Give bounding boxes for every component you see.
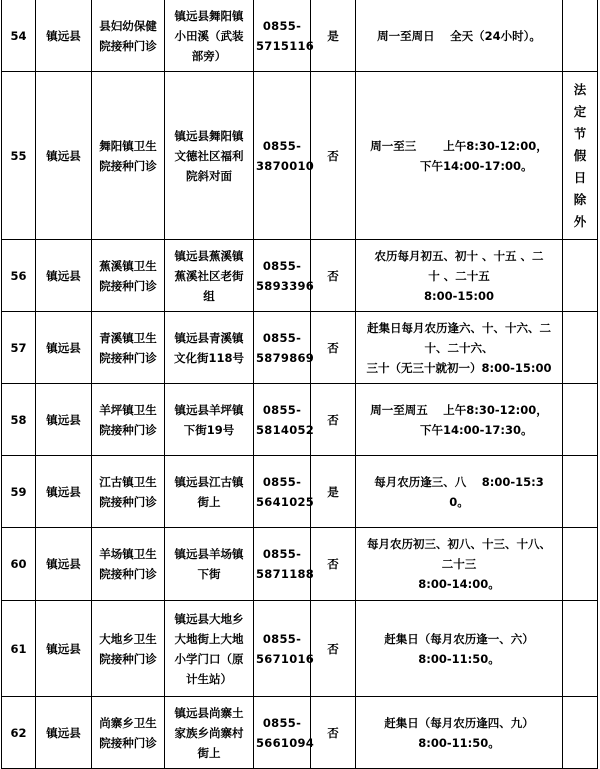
clinic-name: 大地乡卫生院接种门诊 — [99, 631, 157, 666]
clinic-name-cell — [92, 528, 165, 601]
schedule-line: 8:00-14:00。 — [418, 577, 500, 591]
table-row — [1, 528, 598, 601]
schedule-cell — [356, 528, 563, 601]
row-number: 58 — [1, 384, 36, 456]
clinic-name: 羊场镇卫生院接种门诊 — [99, 547, 157, 581]
schedule-line: 赶集日每月农历逢六、十、十六、二 — [367, 320, 551, 335]
schedule-line: 周一至周日 全天（24小时）。 — [377, 28, 541, 43]
address: 镇远县尚寨土家族乡尚寨村街上 — [174, 705, 244, 760]
address-cell — [165, 697, 254, 769]
schedule-cell — [356, 384, 563, 456]
phone-cell — [254, 456, 315, 528]
schedule-line: 赶集日（每月农历逢一、六） — [384, 631, 534, 646]
county: 镇远县 — [36, 528, 92, 601]
schedule-line: 周一至三 上午8:30-12:00， — [370, 138, 548, 153]
schedule-line: 下午14:00-17:30。 — [385, 422, 533, 437]
address: 镇远县大地乡大地街上大地小学门口（原计生站） — [174, 611, 244, 686]
schedule-line: 十 、二十五 — [428, 268, 490, 283]
table-row — [1, 240, 598, 312]
clinic-name-cell — [92, 0, 165, 72]
phone-cell — [254, 72, 315, 240]
schedule-line: 农历每月初五、初十 、十五 、二 — [374, 248, 544, 263]
schedule-line: 赶集日（每月农历逢四、九） — [384, 715, 534, 730]
open-status: 否 — [311, 72, 356, 240]
schedule-cell — [356, 312, 563, 384]
note-cell — [563, 0, 598, 72]
note-cell — [563, 312, 598, 384]
note-cell — [563, 384, 598, 456]
note-cell — [563, 72, 598, 240]
open-status: 否 — [311, 384, 356, 456]
schedule-cell — [356, 72, 563, 240]
address-cell — [165, 72, 254, 240]
note-cell — [563, 240, 598, 312]
address: 镇远县羊场镇下街 — [174, 547, 244, 581]
address-cell — [165, 0, 254, 72]
table-row — [1, 601, 598, 697]
schedule-line: 8:00-11:50。 — [418, 651, 500, 666]
row-number: 55 — [1, 72, 36, 240]
row-number: 56 — [1, 240, 36, 312]
schedule-cell — [356, 456, 563, 528]
phone: 0855-5641025 — [256, 474, 315, 509]
note-cell — [563, 456, 598, 528]
schedule-line: 三十（无三十就初一）8:00-15:00 — [366, 360, 552, 375]
address: 镇远县舞阳镇小田溪（武装部旁） — [174, 8, 244, 63]
clinic-name: 羊坪镇卫生院接种门诊 — [99, 402, 157, 437]
schedule-cell — [356, 697, 563, 769]
schedule-line: 8:00-11:50。 — [418, 735, 500, 750]
open-status: 否 — [311, 601, 356, 697]
table-row — [1, 384, 598, 456]
clinic-name: 青溪镇卫生院接种门诊 — [99, 330, 157, 365]
table-row — [1, 697, 598, 769]
address-cell — [165, 528, 254, 601]
county: 镇远县 — [36, 240, 92, 312]
clinic-name-cell — [92, 697, 165, 769]
address: 镇远县江古镇街上 — [174, 474, 244, 509]
address-cell — [165, 312, 254, 384]
address-cell — [165, 456, 254, 528]
schedule-line: 下午14:00-17:00。 — [385, 158, 533, 173]
clinic-name: 尚寨乡卫生院接种门诊 — [99, 715, 157, 750]
phone: 0855-5814052 — [256, 402, 315, 437]
schedule-cell — [356, 0, 563, 72]
phone-cell — [254, 240, 315, 312]
clinic-name-cell — [92, 456, 165, 528]
address: 镇远县青溪镇文化街118号 — [173, 330, 244, 365]
phone-cell — [254, 528, 315, 601]
clinic-name: 县妇幼保健院接种门诊 — [99, 18, 157, 53]
note-cell — [563, 697, 598, 769]
schedule-cell — [356, 240, 563, 312]
clinic-name: 舞阳镇卫生院接种门诊 — [99, 138, 157, 173]
row-number: 59 — [1, 456, 36, 528]
table-row — [1, 0, 598, 72]
clinic-name-cell — [92, 312, 165, 384]
row-number: 60 — [1, 528, 36, 601]
row-number: 57 — [1, 312, 36, 384]
phone-cell — [254, 312, 315, 384]
phone: 0855-5871188 — [256, 547, 315, 581]
county: 镇远县 — [36, 72, 92, 240]
phone-cell — [254, 601, 315, 697]
schedule-line: 每月农历逢三、八 8:00-15:3 — [374, 474, 544, 489]
clinic-name-cell — [92, 72, 165, 240]
clinic-name-cell — [92, 240, 165, 312]
clinic-name: 江古镇卫生院接种门诊 — [99, 474, 157, 509]
open-status: 否 — [311, 697, 356, 769]
county: 镇远县 — [36, 601, 92, 697]
schedule-line: 十、二十六、 — [424, 340, 494, 355]
county: 镇远县 — [36, 0, 92, 72]
phone-cell — [254, 0, 315, 72]
county: 镇远县 — [36, 697, 92, 769]
address: 镇远县羊坪镇下街19号 — [174, 402, 244, 437]
phone: 0855-5893396 — [256, 258, 315, 293]
phone: 0855-5879869 — [256, 330, 315, 365]
schedule-line: 周一至周五 上午8:30-12:00， — [370, 402, 548, 417]
clinic-name-cell — [92, 601, 165, 697]
note-cell — [563, 601, 598, 697]
phone: 0855-5661094 — [256, 715, 315, 750]
row-number: 54 — [1, 0, 36, 72]
open-status: 是 — [311, 456, 356, 528]
note: 法定节假日除外 — [573, 81, 587, 229]
county: 镇远县 — [36, 384, 92, 456]
phone: 0855-5715116 — [256, 18, 315, 53]
clinic-name: 蕉溪镇卫生院接种门诊 — [99, 258, 157, 293]
phone-cell — [254, 697, 315, 769]
schedule-cell — [356, 601, 563, 697]
schedule-line: 0。 — [449, 494, 469, 509]
address-cell — [165, 601, 254, 697]
phone: 0855-5671016 — [256, 631, 315, 666]
open-status: 否 — [311, 240, 356, 312]
clinic-name-cell — [92, 384, 165, 456]
county: 镇远县 — [36, 312, 92, 384]
table-row — [1, 72, 598, 240]
address-cell — [165, 384, 254, 456]
address: 镇远县舞阳镇文德社区福利院斜对面 — [174, 128, 244, 183]
table-row — [1, 312, 598, 384]
phone-cell — [254, 384, 315, 456]
phone: 0855-3870010 — [256, 138, 315, 173]
schedule-line: 8:00-15:00 — [424, 288, 494, 303]
county: 镇远县 — [36, 456, 92, 528]
note-cell — [563, 528, 598, 601]
schedule-line: 二十三 — [441, 557, 477, 571]
row-number: 62 — [1, 697, 36, 769]
open-status: 否 — [311, 528, 356, 601]
open-status: 是 — [311, 0, 356, 72]
schedule-line: 每月农历初三、初八、十三、十八、 — [367, 537, 551, 551]
address: 镇远县蕉溪镇蕉溪社区老街组 — [174, 248, 244, 303]
table-row — [1, 456, 598, 528]
open-status: 否 — [311, 312, 356, 384]
address-cell — [165, 240, 254, 312]
row-number: 61 — [1, 601, 36, 697]
